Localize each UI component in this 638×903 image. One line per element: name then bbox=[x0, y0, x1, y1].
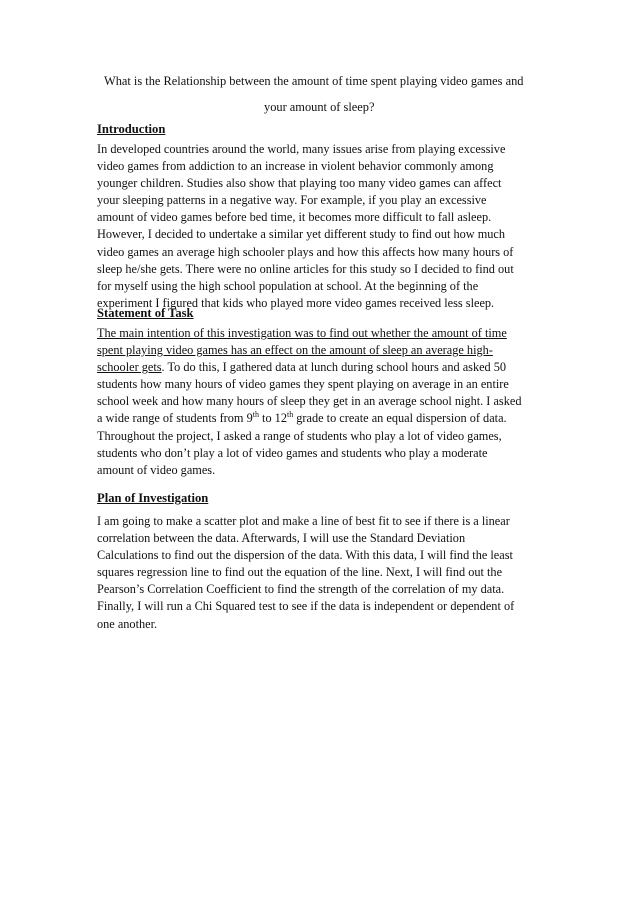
paragraph-line: one another. bbox=[97, 616, 158, 631]
introduction-paragraph bbox=[97, 141, 549, 312]
paragraph-line: for myself using the high school population at school. At the beginning of the bbox=[97, 278, 479, 293]
paragraph-line: Pearson’s Correlation Coefficient to find the strength of the correlation of my data. bbox=[97, 582, 505, 597]
paragraph-line: students how many hours of video games they spent playing on average in an entire bbox=[97, 377, 509, 392]
introduction-heading: Introduction bbox=[97, 122, 166, 136]
paragraph-line: younger children. Studies also show that playing too many video games can affect bbox=[97, 176, 502, 191]
paragraph-line bbox=[97, 359, 549, 376]
paragraph-line: your sleeping patterns in a negative way. For example, if you play an excessive bbox=[97, 193, 487, 208]
superscript: th bbox=[286, 410, 294, 420]
paragraph-line: video games an average high schooler plays and how this affects how many hours of bbox=[97, 244, 514, 259]
paragraph-line: sleep he/she gets. There were no online articles for this study so I decided to find out bbox=[97, 261, 514, 276]
paragraph-line: Finally, I will run a Chi Squared test to see if the data is independent or dependent of bbox=[97, 599, 515, 614]
paragraph-line: correlation between the data. Afterwards, I will use the Standard Deviation bbox=[97, 531, 466, 546]
superscript: th bbox=[252, 410, 259, 420]
plan-paragraph bbox=[97, 513, 549, 633]
text-span: to 12 bbox=[258, 411, 287, 426]
paragraph-line: spent playing video games has an effect on the amount of sleep an average high- bbox=[97, 343, 493, 358]
text-span: grade to create an equal dispersion of data. bbox=[293, 411, 507, 426]
text-span: . To do this, I gathered data at lunch during school hours and asked 50 bbox=[161, 360, 507, 375]
paragraph-line: squares regression line to find out the equation of the line. Next, I will find out the bbox=[97, 565, 503, 580]
paragraph-line: video games from addiction to an increase in violent behavior commonly among bbox=[97, 159, 494, 174]
paragraph-line: The main intention of this investigation was to find out whether the amount of time bbox=[97, 326, 507, 340]
paragraph-line: amount of video games before bed time, it becomes more difficult to fall asleep. bbox=[97, 210, 492, 225]
title-line-2: your amount of sleep? bbox=[264, 100, 375, 114]
statement-paragraph bbox=[97, 325, 549, 479]
paragraph-line: Throughout the project, I asked a range of students who play a lot of video games, bbox=[97, 428, 502, 443]
paragraph-line: In developed countries around the world, many issues arise from playing excessive bbox=[97, 142, 506, 156]
title-line-1: What is the Relationship between the amount of time spent playing video games and bbox=[104, 74, 524, 88]
paragraph-line bbox=[97, 410, 549, 427]
plan-heading: Plan of Investigation bbox=[97, 491, 209, 505]
statement-heading: Statement of Task bbox=[97, 306, 194, 320]
text-span: a wide range of students from 9 bbox=[97, 411, 253, 426]
paragraph-line: students who don’t play a lot of video games and students who play a moderate bbox=[97, 445, 488, 460]
paragraph-line: Calculations to find out the dispersion of the data. With this data, I will find the least bbox=[97, 548, 513, 563]
paragraph-line: However, I decided to undertake a similar yet different study to find out how much bbox=[97, 227, 506, 242]
underlined-text: schooler gets bbox=[97, 360, 162, 375]
paragraph-line: amount of video games. bbox=[97, 462, 216, 477]
paragraph-line: experiment I figured that kids who played more video games received less sleep. bbox=[97, 295, 495, 310]
paragraph-line: I am going to make a scatter plot and make a line of best fit to see if there is a linear bbox=[97, 514, 510, 528]
paragraph-line: school week and how many hours of sleep they get in an average school night. I asked bbox=[97, 394, 522, 409]
